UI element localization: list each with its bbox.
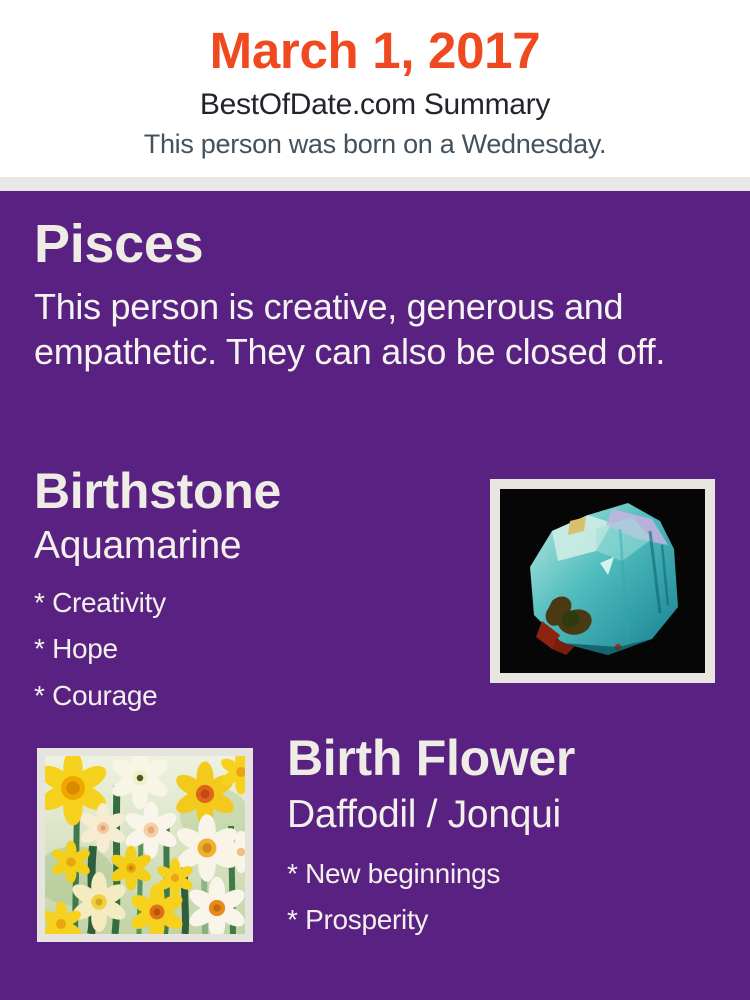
summary-panel bbox=[0, 191, 750, 1000]
birthstone-name: Aquamarine bbox=[34, 524, 242, 567]
birthstone-trait-item: * Hope bbox=[34, 633, 118, 665]
birth-flower-trait-item: * New beginnings bbox=[287, 857, 501, 889]
birth-flower-section bbox=[287, 728, 727, 950]
aquamarine-stone-image bbox=[500, 489, 705, 673]
birth-day-note: This person was born on a Wednesday. bbox=[143, 128, 607, 159]
birthstone-trait-item: * Courage bbox=[34, 679, 158, 711]
birth-flower-trait-item: * Prosperity bbox=[287, 904, 429, 936]
birth-flower-traits-list bbox=[287, 857, 727, 937]
zodiac-description: This person is creative, generous and empathetic. They can also be closed off. bbox=[34, 286, 666, 373]
date-title: March 1, 2017 bbox=[209, 22, 541, 79]
header bbox=[0, 0, 750, 177]
birthstone-trait-item: * Creativity bbox=[34, 586, 166, 618]
site-summary: BestOfDate.com Summary bbox=[199, 87, 551, 121]
daffodil-flowers-image bbox=[45, 756, 245, 934]
birthstone-image-frame bbox=[490, 479, 715, 683]
birth-flower-image-frame bbox=[37, 748, 253, 942]
birthstone-traits-list bbox=[34, 586, 474, 713]
birthstone-title: Birthstone bbox=[34, 463, 282, 519]
divider-bar bbox=[0, 177, 750, 191]
birth-flower-name: Daffodil / Jonqui bbox=[287, 793, 561, 836]
zodiac-sign-title: Pisces bbox=[34, 214, 204, 274]
birthstone-section bbox=[34, 461, 474, 726]
zodiac-section bbox=[34, 213, 724, 374]
birth-flower-title: Birth Flower bbox=[287, 730, 576, 786]
